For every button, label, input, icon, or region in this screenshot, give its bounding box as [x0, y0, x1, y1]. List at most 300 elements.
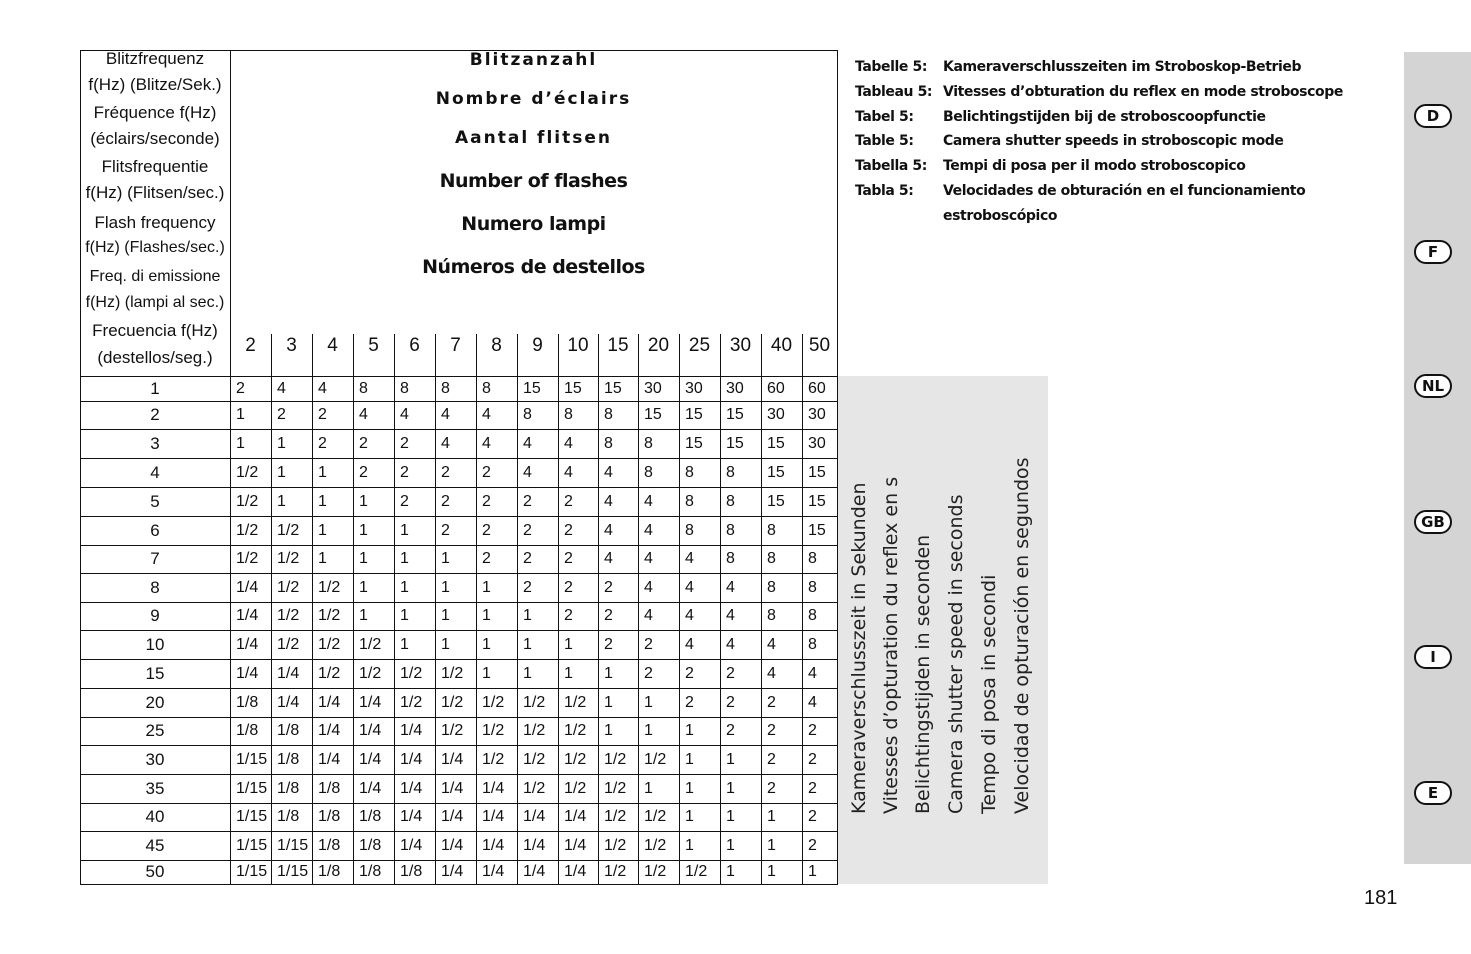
shutter-speed-cell: 2 — [482, 550, 491, 567]
shutter-speed-cell: 4 — [685, 579, 694, 596]
shutter-speed-cell: 8 — [767, 550, 776, 567]
shutter-speed-cell: 15 — [726, 435, 744, 452]
shutter-speed-cell: 2 — [726, 722, 735, 739]
flash-count-column-header: 2 — [245, 335, 256, 356]
shutter-speed-cell: 1/2 — [564, 722, 587, 739]
shutter-speed-cell: 15 — [564, 380, 582, 397]
shutter-speed-cell: 1/2 — [277, 550, 300, 567]
caption-text: Velocidades de obturación en el funcionamiento — [943, 183, 1306, 199]
caption-table-label: Tabla 5: — [855, 183, 914, 199]
shutter-speed-cell: 1 — [523, 636, 532, 653]
frequency-header-line: Fréquence f(Hz) — [93, 103, 217, 122]
shutter-speed-cell: 1/15 — [277, 837, 309, 854]
shutter-speed-label: Tempo di posa in secondi — [978, 574, 1000, 814]
shutter-speed-cell: 1/2 — [564, 780, 587, 797]
shutter-speed-cell: 1/4 — [318, 694, 341, 711]
flash-count-column-header: 50 — [808, 335, 831, 356]
shutter-speed-cell: 1 — [277, 464, 286, 481]
shutter-speed-cell: 1/4 — [400, 722, 423, 739]
shutter-speed-cell: 1/4 — [482, 780, 505, 797]
shutter-speed-cell: 2 — [564, 579, 573, 596]
shutter-speed-cell: 8 — [726, 522, 735, 539]
shutter-speed-cell: 30 — [808, 435, 826, 452]
shutter-speed-cell: 1 — [685, 808, 694, 825]
shutter-speed-cell: 1/2 — [441, 665, 464, 682]
row-frequency: 15 — [145, 664, 165, 683]
frequency-header-line: Frecuencia f(Hz) — [92, 321, 218, 340]
shutter-speed-cell: 1/4 — [236, 607, 259, 624]
row-frequency: 2 — [150, 405, 160, 424]
shutter-speed-cell: 1/2 — [318, 579, 341, 596]
shutter-speed-cell: 1/2 — [482, 722, 505, 739]
row-frequency: 35 — [145, 779, 165, 798]
shutter-speed-cell: 1/4 — [564, 837, 587, 854]
flash-count-column-header: 25 — [688, 335, 711, 356]
shutter-speed-cell: 1/8 — [277, 780, 300, 797]
shutter-speed-cell: 1/2 — [604, 808, 627, 825]
shutter-speed-cell: 4 — [644, 607, 653, 624]
row-frequency: 10 — [145, 635, 165, 654]
shutter-speed-cell: 1/2 — [236, 464, 259, 481]
caption-table-label: Tabella 5: — [855, 158, 927, 175]
shutter-speed-cell: 1 — [441, 579, 450, 596]
shutter-speed-cell: 1/2 — [318, 607, 341, 624]
frequency-header-line: (destellos/seg.) — [97, 348, 213, 367]
shutter-speed-cell: 2 — [808, 722, 817, 739]
row-frequency: 30 — [145, 750, 165, 769]
shutter-speed-cell: 30 — [726, 380, 744, 397]
shutter-speed-cell: 1/2 — [644, 863, 667, 880]
shutter-speed-cell: 1 — [400, 550, 409, 567]
shutter-speed-cell: 1 — [318, 493, 327, 510]
frequency-header-line: Flitsfrequentie — [101, 157, 209, 176]
frequency-header-line: f(Hz) (lampi al sec.) — [85, 294, 225, 311]
shutter-speed-cell: 4 — [726, 579, 735, 596]
shutter-speed-cell: 2 — [808, 837, 817, 854]
shutter-speed-cell: 2 — [359, 464, 368, 481]
flash-count-column-header: 9 — [532, 335, 543, 356]
shutter-speed-cell: 2 — [604, 607, 613, 624]
row-frequency: 1 — [150, 379, 160, 398]
shutter-speed-cell: 1/2 — [644, 751, 667, 768]
flash-count-column-header: 5 — [368, 335, 379, 356]
shutter-speed-cell: 1 — [441, 550, 450, 567]
shutter-speed-cell: 1/8 — [236, 722, 259, 739]
shutter-speed-cell: 1/2 — [359, 665, 382, 682]
shutter-speed-cell: 8 — [726, 464, 735, 481]
shutter-speed-cell: 4 — [400, 406, 409, 423]
frequency-header-line: Flash frequency — [94, 213, 216, 232]
shutter-speed-cell: 1/4 — [482, 808, 505, 825]
flash-count-title: Nombre d’éclairs — [435, 89, 632, 109]
shutter-speed-cell: 2 — [318, 406, 327, 423]
shutter-speed-cell: 1/4 — [318, 751, 341, 768]
shutter-speed-cell: 1 — [726, 751, 735, 768]
shutter-speed-cell: 1 — [441, 636, 450, 653]
flash-count-column-header: 15 — [607, 335, 629, 356]
shutter-speed-cell: 4 — [318, 380, 327, 397]
shutter-speed-cell: 1/4 — [236, 636, 259, 653]
shutter-speed-cell: 1/4 — [400, 837, 423, 854]
caption-text: Belichtingstijden bij de stroboscoopfunctie — [943, 108, 1266, 125]
shutter-speed-cell: 1/2 — [400, 694, 423, 711]
shutter-speed-cell: 1/2 — [604, 837, 627, 854]
shutter-speed-cell: 1/15 — [236, 863, 268, 880]
flash-count-column-header: 3 — [286, 335, 297, 356]
shutter-speed-cell: 1 — [644, 780, 653, 797]
shutter-speed-cell: 1 — [318, 464, 327, 481]
shutter-speed-cell: 1/4 — [523, 808, 546, 825]
shutter-speed-cell: 1/4 — [441, 808, 464, 825]
flash-count-column-header: 40 — [770, 335, 793, 356]
shutter-speed-cell: 4 — [808, 665, 817, 682]
frequency-header-line: f(Hz) (Flashes/sec.) — [85, 239, 225, 256]
shutter-speed-cell: 2 — [564, 550, 573, 567]
row-frequency: 9 — [150, 606, 160, 625]
shutter-speed-cell: 4 — [564, 435, 573, 452]
shutter-speed-cell: 1/8 — [359, 863, 382, 880]
shutter-speed-cell: 1 — [604, 722, 613, 739]
shutter-speed-cell: 1/4 — [441, 780, 464, 797]
shutter-speed-cell: 1 — [236, 435, 245, 452]
shutter-speed-cell: 2 — [685, 665, 694, 682]
row-frequency: 6 — [150, 521, 160, 540]
shutter-speed-cell: 1/4 — [359, 780, 382, 797]
shutter-speed-cell: 1/8 — [318, 780, 341, 797]
shutter-speed-cell: 15 — [767, 464, 785, 481]
shutter-speed-cell: 2 — [604, 636, 613, 653]
shutter-speed-cell: 1/2 — [400, 665, 423, 682]
row-frequency: 5 — [150, 492, 160, 511]
shutter-speed-cell: 1 — [685, 751, 694, 768]
shutter-speed-cell: 8 — [808, 579, 817, 596]
shutter-speed-cell: 1 — [564, 636, 573, 653]
shutter-speed-cell: 1 — [644, 722, 653, 739]
shutter-speed-cell: 15 — [726, 406, 744, 423]
shutter-speed-cell: 1/4 — [400, 751, 423, 768]
shutter-speed-cell: 2 — [277, 406, 286, 423]
shutter-speed-cell: 1 — [400, 522, 409, 539]
shutter-speed-cell: 1 — [359, 522, 368, 539]
shutter-speed-label: Vitesses d’opturation du reflex en s — [880, 476, 902, 814]
caption-table-label: Table 5: — [855, 133, 914, 150]
shutter-speed-cell: 8 — [359, 380, 368, 397]
shutter-speed-cell: 15 — [808, 464, 826, 481]
caption-table-label: Tabelle 5: — [855, 59, 928, 75]
shutter-speed-cell: 4 — [726, 636, 735, 653]
shutter-speed-cell: 1 — [277, 493, 286, 510]
shutter-speed-cell: 8 — [604, 406, 613, 423]
shutter-speed-cell: 8 — [564, 406, 573, 423]
shutter-speed-cell: 4 — [564, 464, 573, 481]
shutter-speed-cell: 1 — [523, 665, 532, 682]
caption-table-label: Tableau 5: — [855, 83, 933, 100]
shutter-speed-label: Camera shutter speed in seconds — [945, 494, 967, 814]
flash-count-title: Number of flashes — [439, 170, 628, 192]
shutter-speed-cell: 1/2 — [523, 780, 546, 797]
shutter-speed-cell: 60 — [808, 380, 826, 397]
shutter-speed-cell: 1 — [767, 837, 776, 854]
flash-count-column-header: 6 — [409, 335, 420, 356]
shutter-speed-cell: 1/8 — [318, 808, 341, 825]
shutter-speed-cell: 15 — [685, 406, 703, 423]
shutter-speed-cell: 15 — [685, 435, 703, 452]
shutter-speed-cell: 1/2 — [685, 863, 708, 880]
shutter-speed-cell: 1/8 — [277, 722, 300, 739]
shutter-speed-cell: 4 — [604, 493, 613, 510]
shutter-speed-cell: 15 — [644, 406, 662, 423]
shutter-speed-cell: 30 — [767, 406, 785, 423]
shutter-speed-cell: 8 — [482, 380, 491, 397]
shutter-speed-cell: 2 — [441, 493, 450, 510]
shutter-speed-cell: 2 — [482, 493, 491, 510]
shutter-speed-cell: 1/4 — [236, 579, 259, 596]
frequency-header-line: Blitzfrequenz — [105, 49, 205, 68]
shutter-speed-cell: 1/8 — [236, 694, 259, 711]
caption-text: estroboscópico — [943, 207, 1058, 224]
shutter-speed-cell: 1/2 — [236, 522, 259, 539]
shutter-speed-cell: 2 — [808, 808, 817, 825]
shutter-speed-cell: 1/2 — [236, 550, 259, 567]
shutter-speed-cell: 1 — [644, 694, 653, 711]
shutter-speed-cell: 1 — [726, 780, 735, 797]
shutter-speed-cell: 1 — [604, 694, 613, 711]
shutter-speed-cell: 15 — [767, 493, 785, 510]
caption-text: Tempi di posa per il modo stroboscopico — [943, 158, 1246, 175]
shutter-speed-cell: 8 — [441, 380, 450, 397]
shutter-speed-cell: 4 — [359, 406, 368, 423]
shutter-speed-cell: 2 — [564, 607, 573, 624]
shutter-speed-cell: 4 — [604, 550, 613, 567]
shutter-speed-cell: 4 — [808, 694, 817, 711]
shutter-speed-cell: 4 — [644, 550, 653, 567]
shutter-speed-cell: 1/4 — [359, 694, 382, 711]
shutter-speed-cell: 2 — [767, 722, 776, 739]
flash-count-column-header: 7 — [450, 335, 461, 356]
shutter-speed-cell: 1/2 — [644, 837, 667, 854]
flash-count-column-header: 20 — [647, 335, 670, 356]
shutter-speed-cell: 1 — [604, 665, 613, 682]
caption-text: Kameraverschlusszeiten im Stroboskop-Betrieb — [943, 59, 1302, 75]
shutter-speed-cell: 30 — [685, 380, 703, 397]
shutter-speed-cell: 2 — [644, 636, 653, 653]
shutter-speed-cell: 4 — [482, 406, 491, 423]
shutter-speed-cell: 8 — [523, 406, 532, 423]
shutter-speed-cell: 4 — [482, 435, 491, 452]
shutter-speed-cell: 1/15 — [277, 863, 309, 880]
shutter-speed-cell: 4 — [604, 522, 613, 539]
shutter-speed-cell: 1/8 — [359, 808, 382, 825]
shutter-speed-cell: 1/4 — [564, 808, 587, 825]
shutter-speed-cell: 4 — [523, 464, 532, 481]
language-sidebar — [1404, 52, 1471, 864]
shutter-speed-cell: 1/4 — [400, 780, 423, 797]
shutter-speed-cell: 1/4 — [564, 863, 587, 880]
flash-count-title: Blitzanzahl — [469, 50, 598, 70]
shutter-speed-cell: 1/2 — [277, 522, 300, 539]
shutter-speed-cell: 8 — [685, 522, 694, 539]
shutter-speed-cell: 1 — [236, 406, 245, 423]
shutter-speed-cell: 8 — [400, 380, 409, 397]
shutter-speed-cell: 1/2 — [523, 694, 546, 711]
caption-text: Vitesses d’obturation du reflex en mode stroboscope — [943, 83, 1343, 100]
shutter-speed-cell: 1 — [359, 493, 368, 510]
shutter-speed-cell: 2 — [808, 780, 817, 797]
shutter-speed-cell: 1/8 — [359, 837, 382, 854]
shutter-speed-cell: 2 — [644, 665, 653, 682]
frequency-header-line: f(Hz) (Blitze/Sek.) — [88, 75, 222, 94]
flash-count-column-header: 30 — [729, 335, 752, 356]
shutter-speed-cell: 1/8 — [277, 808, 300, 825]
shutter-speed-cell: 1/15 — [236, 837, 268, 854]
shutter-speed-cell: 8 — [644, 435, 653, 452]
shutter-speed-cell: 1/2 — [482, 751, 505, 768]
shutter-speed-cell: 1 — [359, 550, 368, 567]
language-badge-d: D — [1414, 104, 1452, 128]
shutter-speed-cell: 2 — [318, 435, 327, 452]
shutter-speed-cell: 1 — [359, 607, 368, 624]
shutter-speed-cell: 4 — [604, 464, 613, 481]
shutter-speed-cell: 1/8 — [318, 837, 341, 854]
shutter-speed-cell: 1/4 — [441, 751, 464, 768]
shutter-speed-cell: 8 — [726, 550, 735, 567]
shutter-speed-cell: 1/4 — [482, 863, 505, 880]
shutter-speed-cell: 1 — [726, 863, 735, 880]
shutter-speed-cell: 1 — [685, 722, 694, 739]
shutter-speed-cell: 4 — [523, 435, 532, 452]
shutter-speed-cell: 2 — [523, 493, 532, 510]
shutter-speed-cell: 8 — [644, 464, 653, 481]
shutter-speed-cell: 1/15 — [236, 808, 268, 825]
shutter-speed-cell: 1/2 — [236, 493, 259, 510]
shutter-speed-cell: 1 — [767, 863, 776, 880]
shutter-speed-cell: 1/15 — [236, 751, 268, 768]
shutter-speed-cell: 8 — [767, 522, 776, 539]
shutter-speed-cell: 1/2 — [482, 694, 505, 711]
shutter-speed-cell: 1/4 — [482, 837, 505, 854]
page-number: 181 — [1364, 887, 1398, 909]
row-frequency: 3 — [150, 434, 160, 453]
language-badge-gb: GB — [1414, 510, 1452, 534]
shutter-speed-cell: 1 — [482, 665, 491, 682]
shutter-speed-cell: 8 — [767, 607, 776, 624]
shutter-speed-cell: 1/4 — [318, 722, 341, 739]
shutter-speed-cell: 1/4 — [277, 665, 300, 682]
shutter-speed-cell: 1 — [523, 607, 532, 624]
caption-text: Camera shutter speeds in stroboscopic mode — [943, 133, 1284, 150]
shutter-speed-cell: 2 — [482, 464, 491, 481]
shutter-speed-cell: 1 — [400, 579, 409, 596]
shutter-speed-cell: 1 — [767, 808, 776, 825]
shutter-speed-cell: 2 — [441, 464, 450, 481]
shutter-speed-cell: 8 — [685, 464, 694, 481]
shutter-speed-cell: 1 — [726, 837, 735, 854]
shutter-speed-cell: 1/2 — [318, 665, 341, 682]
shutter-speed-cell: 1/2 — [604, 751, 627, 768]
shutter-speed-cell: 2 — [808, 751, 817, 768]
frequency-header-line: Freq. di emissione — [89, 268, 221, 285]
frequency-header-line: (éclairs/seconde) — [90, 129, 220, 148]
shutter-speed-cell: 1/2 — [359, 636, 382, 653]
shutter-speed-cell: 4 — [277, 380, 286, 397]
shutter-speed-cell: 1/2 — [318, 636, 341, 653]
shutter-speed-cell: 8 — [685, 493, 694, 510]
flash-count-column-header: 8 — [491, 335, 502, 356]
row-frequency: 50 — [145, 862, 165, 881]
shutter-speed-cell: 15 — [604, 380, 622, 397]
shutter-speed-cell: 2 — [564, 493, 573, 510]
shutter-speed-cell: 2 — [523, 550, 532, 567]
shutter-speed-cell: 1 — [400, 607, 409, 624]
shutter-speed-cell: 2 — [400, 493, 409, 510]
shutter-speed-cell: 15 — [808, 493, 826, 510]
shutter-speed-cell: 1/2 — [644, 808, 667, 825]
language-badge-nl: NL — [1414, 374, 1452, 398]
shutter-speed-label: Kameraverschlusszeit in Sekunden — [848, 482, 870, 814]
shutter-speed-cell: 1/2 — [277, 607, 300, 624]
shutter-speed-cell: 2 — [523, 522, 532, 539]
row-frequency: 40 — [145, 807, 165, 826]
shutter-speed-cell: 1/4 — [359, 722, 382, 739]
flash-count-title: Aantal flitsen — [454, 128, 612, 148]
shutter-speed-cell: 2 — [441, 522, 450, 539]
shutter-speed-cell: 2 — [400, 435, 409, 452]
shutter-speed-cell: 1/4 — [523, 863, 546, 880]
shutter-speed-cell: 4 — [726, 607, 735, 624]
shutter-speed-cell: 2 — [767, 780, 776, 797]
shutter-speed-cell: 1 — [685, 837, 694, 854]
shutter-speed-cell: 8 — [808, 636, 817, 653]
row-frequency: 25 — [145, 721, 165, 740]
shutter-speed-cell: 1 — [726, 808, 735, 825]
language-badge-f: F — [1414, 240, 1452, 264]
shutter-speed-cell: 2 — [726, 665, 735, 682]
row-frequency: 8 — [150, 578, 160, 597]
shutter-speed-cell: 2 — [236, 380, 245, 397]
shutter-speed-cell: 1/8 — [318, 863, 341, 880]
shutter-speed-cell: 1/2 — [277, 636, 300, 653]
shutter-speed-cell: 1 — [482, 636, 491, 653]
shutter-speed-cell: 1/2 — [604, 780, 627, 797]
shutter-speed-cell: 4 — [644, 579, 653, 596]
shutter-speed-cell: 2 — [359, 435, 368, 452]
row-frequency: 45 — [145, 836, 165, 855]
shutter-speed-cell: 4 — [644, 522, 653, 539]
shutter-speed-label: Belichtingstijden in seconden — [912, 534, 934, 814]
shutter-speed-cell: 1 — [318, 522, 327, 539]
shutter-speed-cell: 1 — [685, 780, 694, 797]
shutter-speed-cell: 1 — [808, 863, 817, 880]
language-badge-e: E — [1414, 781, 1452, 805]
caption-table-label: Tabel 5: — [855, 108, 914, 125]
shutter-speed-cell: 15 — [523, 380, 541, 397]
shutter-speed-cell: 2 — [400, 464, 409, 481]
flash-count-title: Numero lampi — [461, 213, 606, 235]
shutter-speed-cell: 1 — [277, 435, 286, 452]
shutter-speed-cell: 2 — [685, 694, 694, 711]
shutter-speed-cell: 1/8 — [400, 863, 423, 880]
shutter-speed-cell: 4 — [767, 636, 776, 653]
shutter-speed-cell: 4 — [644, 493, 653, 510]
shutter-speed-cell: 4 — [685, 636, 694, 653]
shutter-speed-cell: 4 — [441, 406, 450, 423]
shutter-speed-cell: 2 — [726, 694, 735, 711]
shutter-speed-cell: 30 — [644, 380, 662, 397]
shutter-speed-cell: 1 — [482, 607, 491, 624]
shutter-speed-cell: 1/2 — [523, 722, 546, 739]
shutter-speed-cell: 1 — [441, 607, 450, 624]
shutter-speed-cell: 1/2 — [604, 863, 627, 880]
